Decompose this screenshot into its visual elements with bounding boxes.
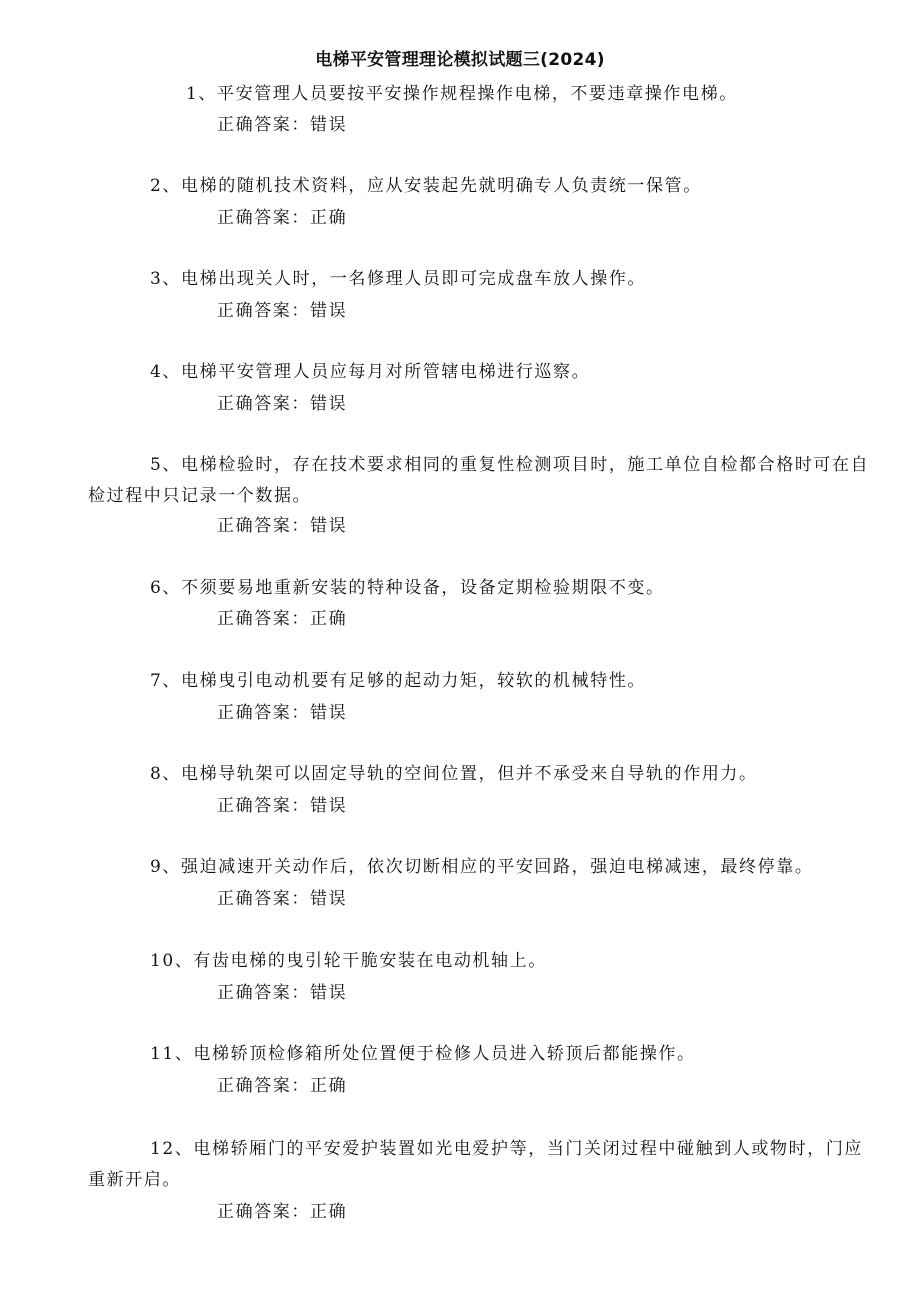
answer-4: 正确答案：错误 bbox=[217, 394, 348, 414]
question-4: 4、电梯平安管理人员应每月对所管辖电梯进行巡察。 bbox=[150, 362, 591, 382]
answer-1: 正确答案：错误 bbox=[217, 115, 348, 135]
question-3: 3、电梯出现关人时，一名修理人员即可完成盘车放人操作。 bbox=[150, 269, 647, 289]
answer-8: 正确答案：错误 bbox=[217, 796, 348, 816]
question-11: 11、电梯轿顶检修箱所处位置便于检修人员进入轿顶后都能操作。 bbox=[150, 1044, 696, 1064]
question-1: 1、平安管理人员要按平安操作规程操作电梯，不要违章操作电梯。 bbox=[186, 84, 738, 104]
answer-9: 正确答案：错误 bbox=[217, 889, 348, 909]
answer-3: 正确答案：错误 bbox=[217, 301, 348, 321]
answer-5: 正确答案：错误 bbox=[217, 516, 348, 536]
question-8: 8、电梯导轨架可以固定导轨的空间位置，但并不承受来自导轨的作用力。 bbox=[150, 764, 758, 784]
question-6: 6、不须要易地重新安装的特种设备，设备定期检验期限不变。 bbox=[150, 578, 665, 598]
question-9: 9、强迫减速开关动作后，依次切断相应的平安回路，强迫电梯减速，最终停靠。 bbox=[150, 857, 814, 877]
answer-2: 正确答案：正确 bbox=[217, 208, 348, 228]
question-12: 12、电梯轿厢门的平安爱护装置如光电爱护等，当门关闭过程中碰触到人或物时，门应重新开启。 bbox=[88, 1139, 864, 1190]
answer-6: 正确答案：正确 bbox=[217, 609, 348, 629]
answer-11: 正确答案：正确 bbox=[217, 1076, 348, 1096]
answer-7: 正确答案：错误 bbox=[217, 703, 348, 723]
answer-10: 正确答案：错误 bbox=[217, 983, 348, 1003]
document-title: 电梯平安管理理论模拟试题三(2024) bbox=[315, 50, 605, 70]
answer-12: 正确答案：正确 bbox=[217, 1202, 348, 1222]
question-10: 10、有齿电梯的曳引轮干脆安装在电动机轴上。 bbox=[150, 951, 547, 971]
question-2: 2、电梯的随机技术资料，应从安装起先就明确专人负责统一保管。 bbox=[150, 176, 702, 196]
question-7: 7、电梯曳引电动机要有足够的起动力矩，较软的机械特性。 bbox=[150, 671, 647, 691]
question-5: 5、电梯检验时，存在技术要求相同的重复性检测项目时，施工单位自检都合格时可在自检过程中只记录一个数据。 bbox=[88, 455, 870, 506]
